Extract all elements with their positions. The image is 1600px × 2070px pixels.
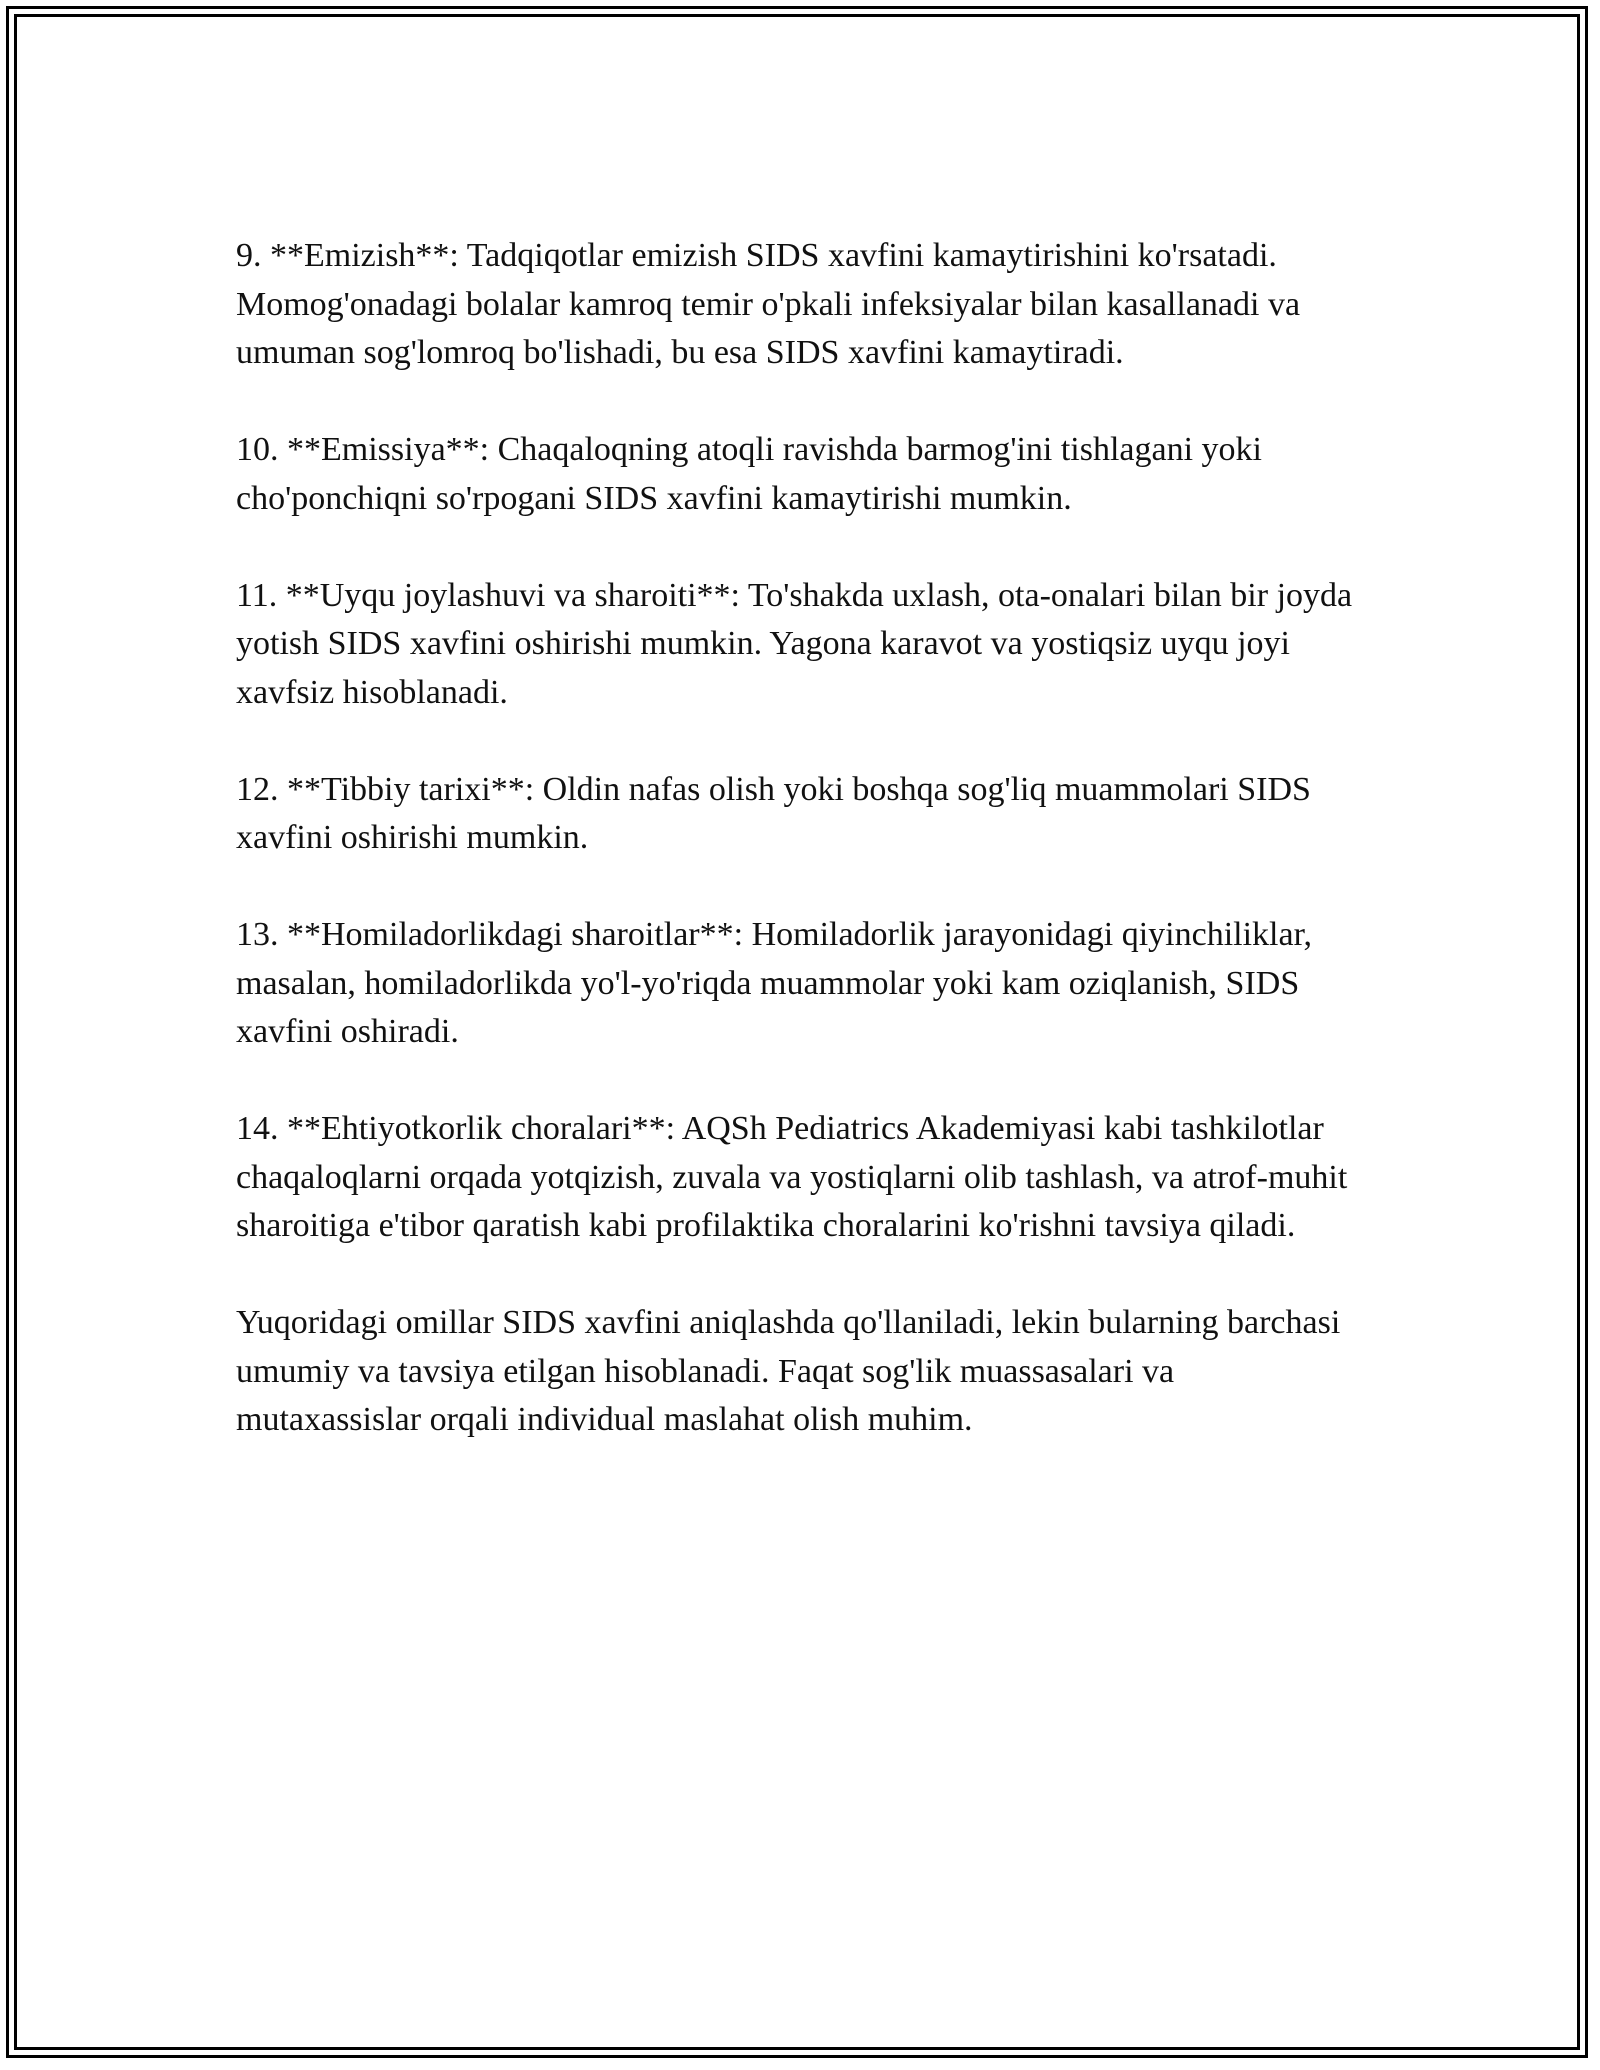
- paragraph-homiladorlik: 13. **Homiladorlikdagi sharoitlar**: Homiladorlik jarayonidagi qiyinchiliklar, masalan, homiladorlikda yo'l-yo'riqda muammolar yoki kam oziqlanish, SIDS xavfini oshiradi.: [236, 916, 1313, 1050]
- paragraph-emissiya: 10. **Emissiya**: Chaqaloqning atoqli ravishda barmog'ini tishlagani yoki cho'ponchiqni so'rpogani SIDS xavfini kamaytirishi mumkin.: [236, 431, 1262, 517]
- document-body: [236, 232, 1366, 1493]
- paragraph-conclusion: Yuqoridagi omillar SIDS xavfini aniqlashda qo'llaniladi, lekin bularning barchasi umumiy va tavsiya etilgan hisoblanadi. Faqat sog'lik muassasalari va mutaxassislar orqali individual maslahat olish muhim.: [236, 1304, 1341, 1438]
- paragraph-uyqu-joylashuvi: 11. **Uyqu joylashuvi va sharoiti**: To'shakda uxlash, ota-onalari bilan bir joyda yotish SIDS xavfini oshirishi mumkin. Yagona karavot va yostiqsiz uyqu joyi xavfsiz hisoblanadi.: [236, 576, 1353, 711]
- paragraph-ehtiyotkorlik: 14. **Ehtiyotkorlik choralari**: AQSh Pediatrics Akademiyasi kabi tashkilotlar chaqaloqlarni orqada yotqizish, zuvala va yostiqlarni olib tashlash, va atrof-muhit sharoitiga e'tibor qaratish kabi profilaktika choralarini ko'rishni tavsiya qiladi.: [236, 1110, 1348, 1244]
- paragraph-tibbiy-tarixi: 12. **Tibbiy tarixi**: Oldin nafas olish yoki boshqa sog'liq muammolari SIDS xavfini oshirishi mumkin.: [236, 770, 1311, 856]
- paragraph-emizish: 9. **Emizish**: Tadqiqotlar emizish SIDS xavfini kamaytirishini ko'rsatadi. Momog'onadagi bolalar kamroq temir o'pkali infeksiyalar bilan kasallanadi va umuman sog'lomroq bo'lishadi, bu esa SIDS xavfini kamaytiradi.: [236, 237, 1301, 371]
